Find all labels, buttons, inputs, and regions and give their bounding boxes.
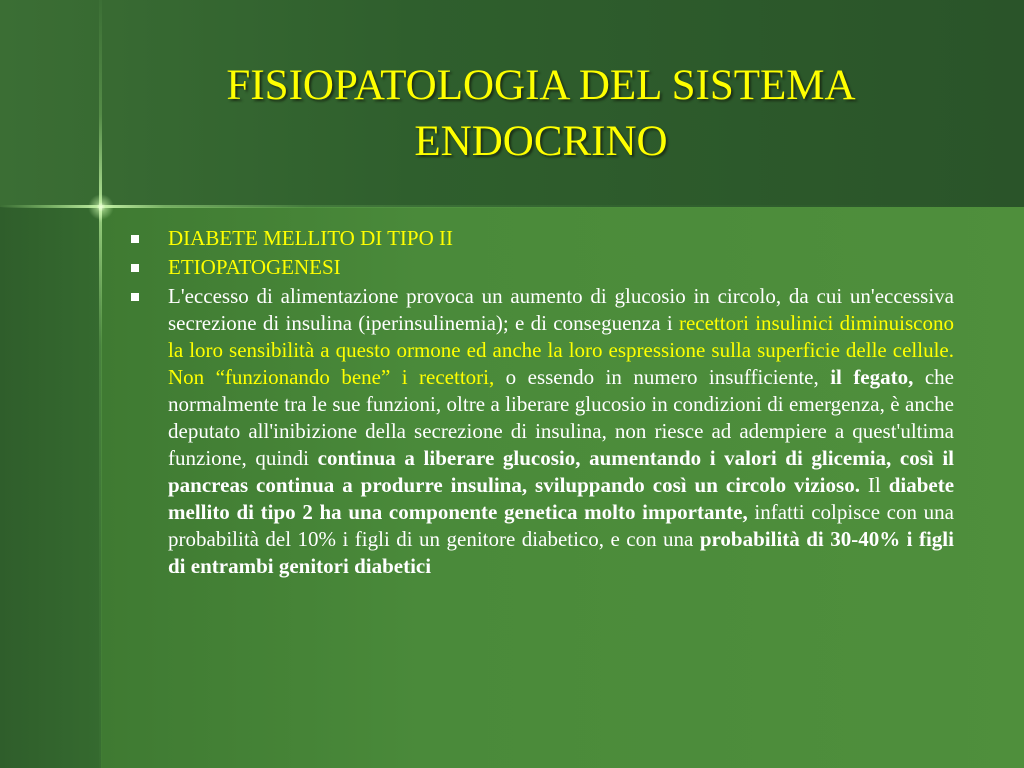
bullet-text: DIABETE MELLITO DI TIPO II (168, 226, 454, 250)
square-bullet-icon (131, 264, 139, 272)
text-segment: Il (859, 473, 889, 497)
text-segment: infatti colpisce con una probabilità del 10% i figli di un genitore diabetico, e con una (168, 500, 954, 551)
bullet-item-diabete (128, 225, 954, 252)
bullet-list (128, 225, 954, 582)
bold-segment: il fegato, (830, 365, 914, 389)
bullet-text: ETIOPATOGENESI (168, 255, 341, 279)
text-segment: che normalmente tra le sue funzioni, oltre a liberare glucosio in condizioni di emergenza, è anche deputato all'inibizione della secrezione di insulina, non riesce ad adempiere a quest'ultima funzione, quindi (168, 365, 954, 470)
text-segment: o essendo in numero insufficiente, (494, 365, 831, 389)
title-line-1: FISIOPATOLOGIA DEL SISTEMA (226, 62, 856, 109)
bold-segment: diabete mellito di tipo 2 ha una componente genetica molto importante, (168, 473, 955, 524)
left-band (0, 207, 101, 768)
title-line-2: ENDOCRINO (414, 118, 668, 165)
bold-segment: continua a liberare glucosio, aumentando i valori di glicemia, così il pancreas continua a produrre insulina, sviluppando così un circolo vizioso. (168, 446, 955, 497)
bullet-item-description (128, 283, 954, 580)
description-paragraph (168, 283, 954, 580)
horizontal-glow-line (0, 205, 1024, 208)
square-bullet-icon (131, 235, 139, 243)
sparkle-icon (88, 194, 114, 220)
square-bullet-icon (131, 293, 139, 301)
bullet-item-etiopatogenesi (128, 254, 954, 281)
highlight-segment: recettori insulinici diminuiscono la loro sensibilità a questo ormone ed anche la loro espressione sulla superficie delle cellule. Non “funzionando bene” i recettori, (168, 311, 954, 389)
slide-title (101, 58, 981, 170)
bold-segment: probabilità di 30-40% i figli di entrambi genitori diabetici (168, 527, 954, 578)
text-segment: L'eccesso di alimentazione provoca un aumento di glucosio in circolo, da cui un'eccessiva secrezione di insulina (iperinsulinemia); e di conseguenza i (168, 284, 954, 335)
